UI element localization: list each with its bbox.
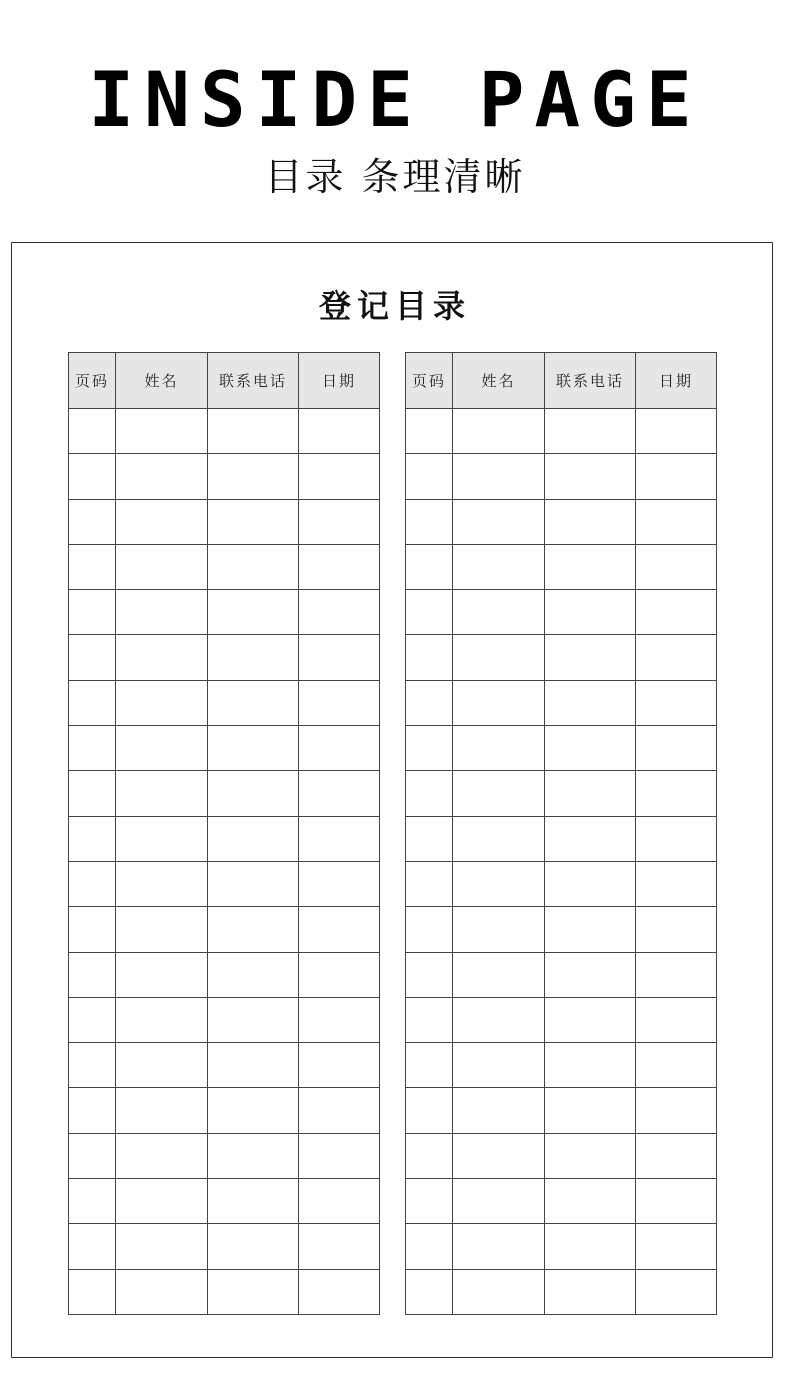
register-row <box>406 771 717 816</box>
page-number-cell <box>406 1133 453 1178</box>
name-cell <box>453 771 545 816</box>
date-cell <box>299 635 380 680</box>
page-number-cell <box>406 409 453 454</box>
register-row <box>406 907 717 952</box>
register-row <box>69 454 380 499</box>
page-number-cell <box>69 499 116 544</box>
register-body-left <box>69 409 380 1315</box>
page-number-cell <box>406 635 453 680</box>
date-cell <box>299 1088 380 1133</box>
name-cell <box>453 1088 545 1133</box>
page-number-cell <box>406 771 453 816</box>
date-cell <box>299 1043 380 1088</box>
page-number-cell <box>406 997 453 1042</box>
phone-cell <box>545 952 636 997</box>
register-row <box>406 454 717 499</box>
register-header-row <box>69 353 380 409</box>
page-number-cell <box>69 454 116 499</box>
register-row <box>69 409 380 454</box>
register-row <box>69 816 380 861</box>
phone-cell <box>545 816 636 861</box>
date-cell <box>299 1224 380 1269</box>
register-title: 登记目录 <box>318 287 471 325</box>
name-cell <box>116 907 208 952</box>
date-cell <box>299 1269 380 1314</box>
register-table-right <box>405 352 717 1315</box>
date-cell <box>299 816 380 861</box>
phone-cell <box>208 861 299 906</box>
page-number-cell <box>69 861 116 906</box>
date-cell <box>299 861 380 906</box>
page-number-cell <box>69 952 116 997</box>
page-number-cell <box>69 1133 116 1178</box>
name-cell <box>116 1133 208 1178</box>
phone-cell <box>545 1043 636 1088</box>
page-number-cell <box>406 1269 453 1314</box>
page-number-cell <box>69 544 116 589</box>
column-header-phone: 联系电话 <box>545 353 636 409</box>
phone-cell <box>208 907 299 952</box>
name-cell <box>116 680 208 725</box>
page-number-cell <box>406 454 453 499</box>
register-row <box>69 590 380 635</box>
name-cell <box>116 1088 208 1133</box>
phone-cell <box>208 952 299 997</box>
register-row <box>69 1043 380 1088</box>
name-cell <box>116 952 208 997</box>
date-cell <box>636 680 717 725</box>
name-cell <box>116 635 208 680</box>
page-number-cell <box>69 409 116 454</box>
date-cell <box>636 1088 717 1133</box>
name-cell <box>453 726 545 771</box>
register-row <box>69 1269 380 1314</box>
register-row <box>406 1043 717 1088</box>
register-row <box>69 907 380 952</box>
page-number-cell <box>406 861 453 906</box>
date-cell <box>636 1179 717 1224</box>
phone-cell <box>208 499 299 544</box>
date-cell <box>636 454 717 499</box>
date-cell <box>636 635 717 680</box>
date-cell <box>299 997 380 1042</box>
date-cell <box>299 590 380 635</box>
page-number-cell <box>69 1224 116 1269</box>
date-cell <box>636 1133 717 1178</box>
name-cell <box>116 590 208 635</box>
date-cell <box>636 726 717 771</box>
register-row <box>406 1088 717 1133</box>
page-number-cell <box>406 816 453 861</box>
page-number-cell <box>69 907 116 952</box>
name-cell <box>116 861 208 906</box>
register-row <box>69 997 380 1042</box>
phone-cell <box>208 635 299 680</box>
name-cell <box>116 816 208 861</box>
page-number-cell <box>69 590 116 635</box>
date-cell <box>636 907 717 952</box>
page-number-cell <box>69 816 116 861</box>
register-row <box>406 1179 717 1224</box>
page-number-cell <box>406 907 453 952</box>
name-cell <box>453 997 545 1042</box>
date-cell <box>636 1043 717 1088</box>
register-row <box>406 499 717 544</box>
register-row <box>69 861 380 906</box>
phone-cell <box>208 1133 299 1178</box>
phone-cell <box>208 816 299 861</box>
register-row <box>406 861 717 906</box>
date-cell <box>636 816 717 861</box>
register-row <box>406 409 717 454</box>
register-row <box>406 590 717 635</box>
phone-cell <box>208 1088 299 1133</box>
page-number-cell <box>406 726 453 771</box>
name-cell <box>116 1269 208 1314</box>
name-cell <box>116 409 208 454</box>
date-cell <box>636 1269 717 1314</box>
name-cell <box>453 907 545 952</box>
page-number-cell <box>69 997 116 1042</box>
phone-cell <box>208 409 299 454</box>
page-number-cell <box>69 1179 116 1224</box>
date-cell <box>636 771 717 816</box>
phone-cell <box>208 726 299 771</box>
date-cell <box>299 726 380 771</box>
phone-cell <box>545 454 636 499</box>
date-cell <box>299 409 380 454</box>
column-header-name: 姓名 <box>453 353 545 409</box>
page-number-cell <box>406 1088 453 1133</box>
phone-cell <box>545 499 636 544</box>
name-cell <box>453 1179 545 1224</box>
phone-cell <box>545 1133 636 1178</box>
register-row <box>406 997 717 1042</box>
register-header-row <box>406 353 717 409</box>
name-cell <box>116 997 208 1042</box>
date-cell <box>636 861 717 906</box>
phone-cell <box>545 861 636 906</box>
phone-cell <box>545 1088 636 1133</box>
name-cell <box>116 544 208 589</box>
date-cell <box>636 590 717 635</box>
phone-cell <box>208 771 299 816</box>
page-number-cell <box>406 499 453 544</box>
register-row <box>69 544 380 589</box>
register-row <box>69 1088 380 1133</box>
register-row <box>406 816 717 861</box>
register-row <box>69 680 380 725</box>
register-row <box>406 635 717 680</box>
phone-cell <box>208 1043 299 1088</box>
date-cell <box>636 1224 717 1269</box>
phone-cell <box>545 997 636 1042</box>
name-cell <box>453 952 545 997</box>
register-row <box>406 1224 717 1269</box>
name-cell <box>453 1269 545 1314</box>
column-header-phone: 联系电话 <box>208 353 299 409</box>
register-table-left <box>68 352 380 1315</box>
date-cell <box>299 1133 380 1178</box>
register-row <box>69 499 380 544</box>
page-number-cell <box>406 1179 453 1224</box>
name-cell <box>453 816 545 861</box>
register-row <box>406 726 717 771</box>
register-row <box>406 1269 717 1314</box>
register-row <box>69 635 380 680</box>
date-cell <box>299 680 380 725</box>
page-number-cell <box>69 1088 116 1133</box>
column-header-page-number: 页码 <box>69 353 116 409</box>
column-header-date: 日期 <box>299 353 380 409</box>
phone-cell <box>545 726 636 771</box>
phone-cell <box>545 1179 636 1224</box>
page-number-cell <box>406 1224 453 1269</box>
date-cell <box>636 544 717 589</box>
date-cell <box>636 499 717 544</box>
name-cell <box>453 499 545 544</box>
name-cell <box>453 590 545 635</box>
column-header-name: 姓名 <box>116 353 208 409</box>
column-header-page-number: 页码 <box>406 353 453 409</box>
phone-cell <box>545 635 636 680</box>
page-number-cell <box>69 771 116 816</box>
page-number-cell <box>406 1043 453 1088</box>
phone-cell <box>208 680 299 725</box>
name-cell <box>116 499 208 544</box>
name-cell <box>116 771 208 816</box>
name-cell <box>453 1133 545 1178</box>
page-subtitle: 目录 条理清晰 <box>264 155 526 199</box>
register-row <box>69 952 380 997</box>
page-number-cell <box>406 952 453 997</box>
date-cell <box>636 409 717 454</box>
page-number-cell <box>69 680 116 725</box>
phone-cell <box>208 1269 299 1314</box>
phone-cell <box>545 1224 636 1269</box>
name-cell <box>453 680 545 725</box>
register-row <box>69 1224 380 1269</box>
register-row <box>406 1133 717 1178</box>
register-row <box>406 680 717 725</box>
date-cell <box>299 454 380 499</box>
page-headline: INSIDE PAGE <box>88 55 702 144</box>
name-cell <box>453 635 545 680</box>
date-cell <box>299 1179 380 1224</box>
name-cell <box>116 726 208 771</box>
name-cell <box>453 1224 545 1269</box>
name-cell <box>453 544 545 589</box>
page-number-cell <box>406 680 453 725</box>
register-row <box>69 726 380 771</box>
phone-cell <box>208 1179 299 1224</box>
phone-cell <box>545 590 636 635</box>
phone-cell <box>545 1269 636 1314</box>
phone-cell <box>208 544 299 589</box>
name-cell <box>116 454 208 499</box>
phone-cell <box>545 907 636 952</box>
register-row <box>406 952 717 997</box>
phone-cell <box>208 997 299 1042</box>
date-cell <box>299 907 380 952</box>
name-cell <box>453 1043 545 1088</box>
date-cell <box>636 952 717 997</box>
phone-cell <box>208 1224 299 1269</box>
date-cell <box>299 771 380 816</box>
phone-cell <box>545 680 636 725</box>
page-number-cell <box>69 726 116 771</box>
name-cell <box>116 1224 208 1269</box>
page-number-cell <box>406 544 453 589</box>
name-cell <box>453 454 545 499</box>
date-cell <box>299 952 380 997</box>
page-number-cell <box>69 635 116 680</box>
name-cell <box>453 861 545 906</box>
register-row <box>69 771 380 816</box>
page-number-cell <box>69 1269 116 1314</box>
date-cell <box>299 544 380 589</box>
page-number-cell <box>69 1043 116 1088</box>
phone-cell <box>545 409 636 454</box>
date-cell <box>299 499 380 544</box>
phone-cell <box>545 544 636 589</box>
name-cell <box>116 1179 208 1224</box>
register-row <box>69 1133 380 1178</box>
name-cell <box>453 409 545 454</box>
register-row <box>69 1179 380 1224</box>
phone-cell <box>545 771 636 816</box>
column-header-date: 日期 <box>636 353 717 409</box>
name-cell <box>116 1043 208 1088</box>
phone-cell <box>208 454 299 499</box>
register-row <box>406 544 717 589</box>
phone-cell <box>208 590 299 635</box>
page-number-cell <box>406 590 453 635</box>
register-body-right <box>406 409 717 1315</box>
date-cell <box>636 997 717 1042</box>
